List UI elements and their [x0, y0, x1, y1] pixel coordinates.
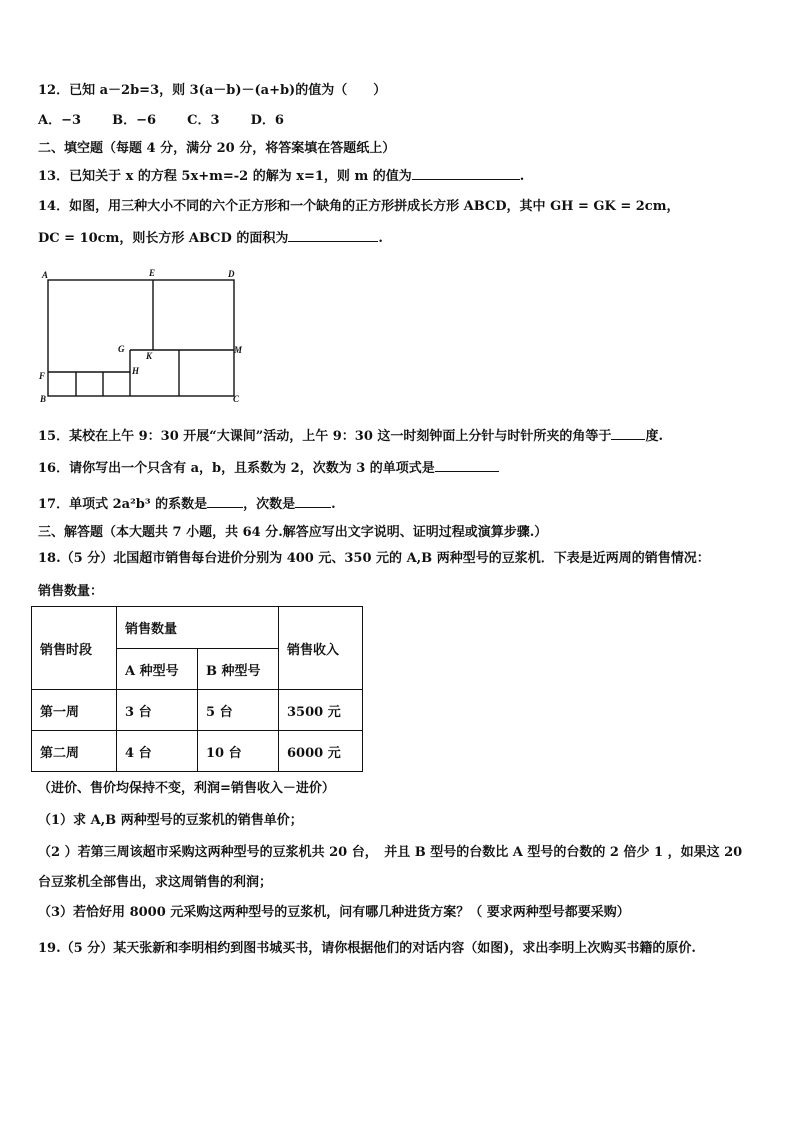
q19-stem: 19.（5 分）某天张新和李明相约到图书城买书，请你根据他们的对话内容（如图)，求出李明上次购买书籍的原价.: [38, 941, 696, 956]
q17-end: .: [331, 497, 336, 512]
cell-a: 3 台: [117, 690, 198, 731]
q14-end: .: [378, 231, 383, 246]
q14-line1: 14．如图，用三种大小不同的六个正方形和一个缺角的正方形拼成长方形 ABCD，其中 GH = GK = 2cm，: [38, 199, 680, 214]
cell-b: 10 台: [198, 731, 279, 772]
q16-answer-blank[interactable]: [435, 458, 499, 472]
q17-mid: ，次数是: [243, 497, 296, 512]
q14-answer-blank[interactable]: [288, 228, 378, 242]
q18-caption: 销售数量：: [38, 584, 104, 599]
section3-heading: 三、解答题（本大题共 7 小题，共 64 分.解答应写出文字说明、证明过程或演算步骤.）: [38, 525, 548, 540]
th-type-b: B 种型号: [198, 649, 279, 690]
q18-part2-line2: 台豆浆机全部售出，求这周销售的利润；: [38, 875, 273, 890]
th-income: 销售收入: [279, 607, 363, 690]
q13-text: 13．已知关于 x 的方程 5x+m=-2 的解为 x=1，则 m 的值为: [38, 169, 412, 184]
q12-option-b: B．−6: [112, 113, 157, 128]
label-k: K: [146, 351, 153, 361]
label-a: A: [42, 270, 49, 280]
q14-line2: [38, 228, 383, 248]
q15-answer-blank[interactable]: [611, 426, 645, 440]
q18-note: （进价、售价均保持不变，利润=销售收入－进价）: [38, 781, 335, 796]
q12-options: [38, 112, 284, 130]
q18-stem: 18.（5 分）北国超市销售每台进价分别为 400 元、350 元的 A,B 两种型号的豆浆机．下表是近两周的销售情况：: [38, 551, 710, 566]
label-h: H: [132, 366, 140, 376]
q14-line2-text: DC = 10cm，则长方形 ABCD 的面积为: [38, 231, 289, 246]
cell-income: 3500 元: [279, 690, 363, 731]
label-b: B: [40, 394, 47, 404]
q17-text: 17．单项式 2a²b³ 的系数是: [38, 497, 208, 512]
q12-stem: 12．已知 a－2b=3，则 3(a－b)－(a+b)的值为（ ）: [38, 83, 387, 98]
q17-degree-blank[interactable]: [295, 494, 331, 508]
cell-b: 5 台: [198, 690, 279, 731]
th-qty: 销售数量: [117, 607, 279, 649]
cell-a: 4 台: [117, 731, 198, 772]
q17-coef-blank[interactable]: [207, 494, 243, 508]
q16-text: 16．请你写出一个只含有 a，b，且系数为 2，次数为 3 的单项式是: [38, 461, 435, 476]
q13-answer-blank[interactable]: [412, 166, 520, 180]
label-m: M: [234, 345, 243, 355]
cell-income: 6000 元: [279, 731, 363, 772]
section2-heading: 二、填空题（每题 4 分，满分 20 分，将答案填在答题纸上）: [38, 141, 396, 156]
q18-part3: （3）若恰好用 8000 元采购这两种型号的豆浆机，问有哪几种进货方案？（ 要求两种型号都要采购）: [38, 905, 630, 920]
label-c: C: [233, 394, 240, 404]
label-e: E: [149, 268, 156, 278]
q15-text: 15．某校在上午 9：30 开展“大课间”活动，上午 9：30 这一时刻钟面上分针与时针所夹的角等于: [38, 429, 612, 444]
q12-option-a: A．−3: [38, 113, 82, 128]
table-row: [32, 690, 363, 731]
q12-option-d: D．6: [250, 113, 284, 128]
q17: [38, 494, 336, 514]
th-period: 销售时段: [32, 607, 117, 690]
label-g: G: [118, 344, 125, 354]
cell-period: 第二周: [32, 731, 117, 772]
label-d: D: [228, 269, 235, 279]
q13: [38, 166, 524, 186]
rectangle-figure: [36, 268, 246, 404]
q13-end: .: [519, 169, 525, 184]
q15-end: 度.: [645, 429, 663, 444]
cell-period: 第一周: [32, 690, 117, 731]
q18-part2-line1: （2 ）若第三周该超市采购这两种型号的豆浆机共 20 台， 并且 B 型号的台数比 A 型号的台数的 2 倍少 1 ，如果这 20: [38, 845, 743, 860]
q16: [38, 458, 499, 478]
q12-option-c: C．3: [187, 113, 220, 128]
sales-table: [31, 606, 363, 772]
th-type-a: A 种型号: [117, 649, 198, 690]
q18-part1: （1）求 A,B 两种型号的豆浆机的销售单价；: [38, 813, 303, 828]
table-row: [32, 731, 363, 772]
label-f: F: [39, 371, 46, 381]
q15: [38, 426, 663, 446]
